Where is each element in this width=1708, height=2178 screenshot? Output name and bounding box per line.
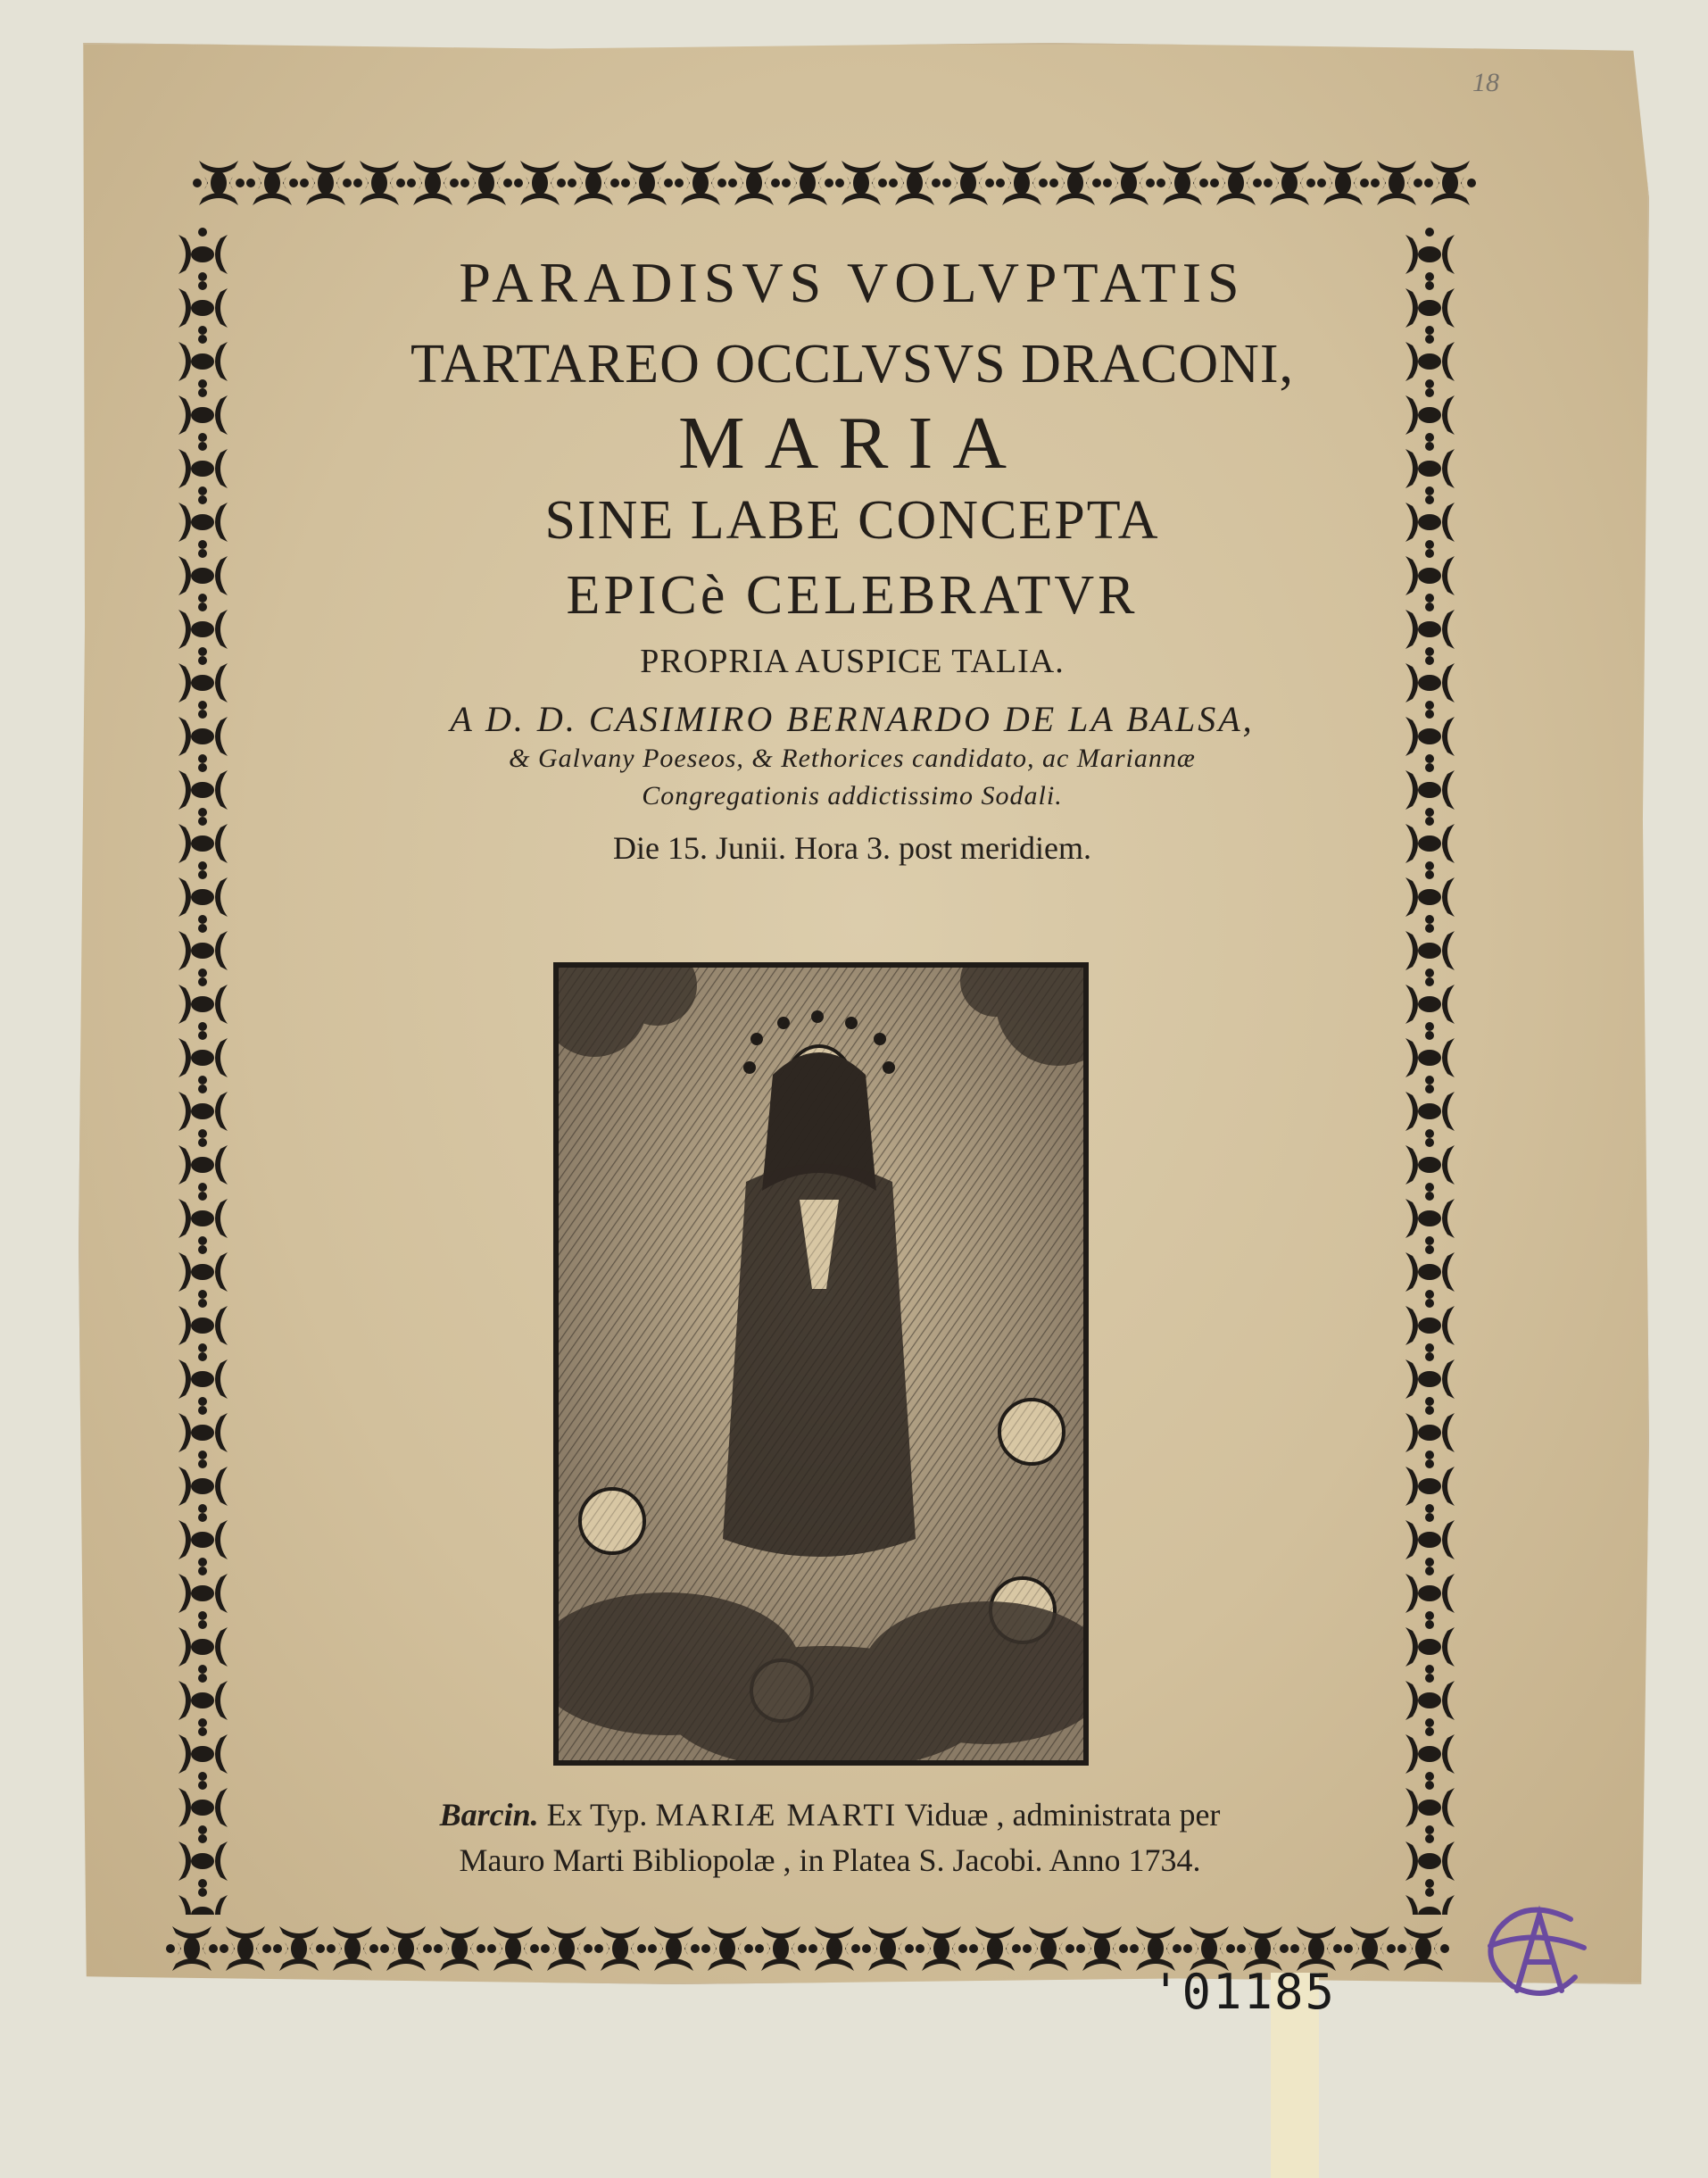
author-detail-2: Congregationis addictissimo Sodali. — [642, 780, 1063, 811]
shelfmark-number: '01185 — [1151, 1964, 1337, 2020]
imprint-line-2: Mauro Marti Bibliopolæ , in Platea S. Jacobi. Anno 1734. — [459, 1842, 1201, 1879]
imprint-line-1 — [254, 1792, 1405, 1838]
imprint-line-1-end: Viduæ , administrata per — [904, 1797, 1221, 1833]
imprint-typ: Ex Typ. — [546, 1797, 648, 1833]
imprint — [254, 1792, 1405, 1883]
title-line-6: PROPRIA AUSPICE TALIA. — [640, 642, 1065, 680]
title-line-5: EPICè CELEBRATVR — [566, 564, 1139, 626]
woodcut-illustration — [553, 962, 1089, 1766]
title-block — [268, 245, 1437, 867]
author-detail-1: & Galvany Poeseos, & Rethorices candidato, ac Mariannæ — [509, 743, 1196, 773]
imprint-place: Barcin. — [439, 1797, 539, 1833]
title-line-4: SINE LABE CONCEPTA — [544, 490, 1160, 552]
border-left — [170, 228, 236, 1915]
author-line: A D. D. CASIMIRO BERNARDO DE LA BALSA, — [450, 698, 1255, 739]
title-line-3: MARIA — [677, 402, 1026, 486]
library-stamp — [1463, 1892, 1606, 2013]
imprint-printer: MARIÆ MARTI — [655, 1797, 898, 1833]
title-line-1: PARADISVS VOLVPTATIS — [459, 251, 1246, 314]
page-number: 18 — [1472, 68, 1499, 97]
title-line-2: TARTAREO OCCLVSVS DRACONI, — [410, 334, 1295, 395]
border-top — [192, 152, 1477, 214]
date-line: Die 15. Junii. Hora 3. post meridiem. — [613, 829, 1091, 866]
